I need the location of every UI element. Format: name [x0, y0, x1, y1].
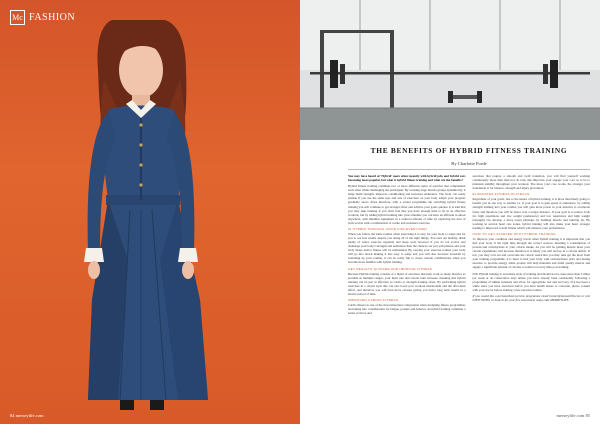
article-paragraph: Because Hybrid training consists of a blend of exercises that help work as many muscles as possible in multiple ranges, your heart rate and calorie burn increase, meaning that hybrid training can be just as effective as cardio or strength training alone. By performing hybrid exercises in a circuit style this can also boost post workout metabolism and the after-burn effect, and therefore you will burn more calories giving you better long term results in a shorter period of time.	[348, 271, 466, 296]
article-intro: You may have heard of 'Hybrid' more often recently with hybrid jobs and hybrid cars becoming more popular, but what is hybrid fitness training and what are the benefits?	[348, 174, 466, 183]
section-label: FASHION	[29, 12, 76, 23]
article-column-2	[473, 174, 591, 317]
article-paragraph: N.B. Hybrid training is an intense style of training and should not be done more than 3 times per week or on consecutive days unless you have already been consistently following a programme of similar intensity and allow for appropriate rest and recovery. If it has been a while since you have exercised and/or you have health issues or concerns, please consult with your doctor before starting a new exercise routine.	[472, 271, 590, 292]
section-heading: HOW TO GET STARTED WITH HYBRID TRAINING	[472, 231, 556, 236]
magazine-logo: Mc	[10, 10, 25, 25]
article-paragraph: Regardless of your goals, due to the nature of hybrid training, it is more than likely going to benefit you in one way or another i.e. if your goal is to gain speed or endurance, by adding strength training into your routine you will gain more power in your muscles to accelerate faster and therefore you will be faster over a longer distance. If your goal is to reduce body fat, high repetitions and low weight (endurance) and low repetitions and high weight (strength) can develop a more toned physique by building muscle and burning fat. By working in several heart rate zones, hybrid training will also make your heart stronger leading to improved overall fitness which will enhance your performance.	[472, 197, 590, 230]
article-title: THE BENEFITS OF HYBRID FITNESS TRAINING	[370, 146, 568, 155]
article-column-1	[348, 174, 466, 317]
section-heading: IS HYBRID TRAINING GOOD FOR EVERYONE?	[348, 226, 428, 231]
gym-photo	[300, 0, 600, 140]
section-heading: IMPROVED CARDIO FITNESS	[348, 297, 399, 302]
article-byline: By Charlotte Forde	[451, 161, 487, 166]
article-columns	[348, 174, 590, 317]
article-paragraph: To improve your condition and energy levels when hybrid training it is important that you fuel your body at the right time through the correct sources, meaning a consumption of protein and carbohydrate to your calorie intake. As you will be gaining muscle mass your calorie expenditure will increase therefore it is likely you will end up in a calorie deficit. If not, you may over eat and overcome the caloric restriction you may take get the most from your training programme, it is ideal to fuel your body with carbohydrates prior and during exercise to provide energy while protein will help maintain and build quality muscle and supply a significant amount of calories to reduce recovery time post training.	[472, 236, 590, 270]
page-footer-right: merseylife.com 85	[556, 413, 590, 418]
article-paragraph: exercises that require a smooth and swift transition, you will find yourself working continuously more than than not. In turn, this improves your engage your core as to be to maintain stability throughout your workout. The more your core works, the stronger your foundation is for balance, strength and injury prevention.	[472, 174, 590, 191]
article-note: If you would like a personalised exercise programme email trainer@menaorbfit.com or text 07833 667851 to book in for your free assessment using code MERSEYLIFE.	[472, 293, 590, 302]
brand-header	[10, 10, 75, 25]
byline-divider	[348, 169, 590, 170]
article-paragraph: Cardio fitness is one of the most important components when designing fitness programmes and taking into consideration for fatigue, posture and balance. As hybrid training combines a series of move and	[348, 302, 466, 316]
page-footer-left: 84 merseylife.com	[10, 413, 44, 418]
article-paragraph: When you follow the same routine when exercising it is easy for your body to adapt and for you to see less results despite you doing all of the right things. You start out healthy, drink plenty of water, exercise regularly and sleep well, however if you do not evolve and challenge your body's strength and endurance then the chances are you will plateau and your body shape and/or fitness will be maintained. By varying your exercise routine your body will go into shock making it less easy to adapt and you will also decrease boredom by switching up your routine, it can be really fun to create custom combinations when you become more familiar with hybrid training.	[348, 231, 466, 265]
article-paragraph: Hybrid fitness training combines two or more different styles of exercise that complement each other while challenging the participant. By working large muscle groups dynamically, it helps build strength, improves conditioning and increases endurance. The body can easily plateau if you use the same reps and sets of exercises, as your body adapts your progress gradually slows down therefore, with a varied programme the switching hybrid fitness training you will continue to get stronger, fitter and achieve your goals quicker. It is said that you may skip running if you don't feel like you have enough time to fit in an effective workout, but by adding hybrid training into your schedule you can have an efficient workout anywhere, with minimal equipment in a reduced amount of time by exploring the best of both worlds with a combination of cardio and resistance exercise.	[348, 184, 466, 225]
article-body	[348, 146, 590, 416]
article-page	[300, 0, 600, 424]
section-heading: GET RESULTS QUICKER AND IMPROVE FITNESS	[348, 266, 433, 271]
section-heading: ELIMINATES FITNESS PLATEAUS	[472, 192, 530, 197]
